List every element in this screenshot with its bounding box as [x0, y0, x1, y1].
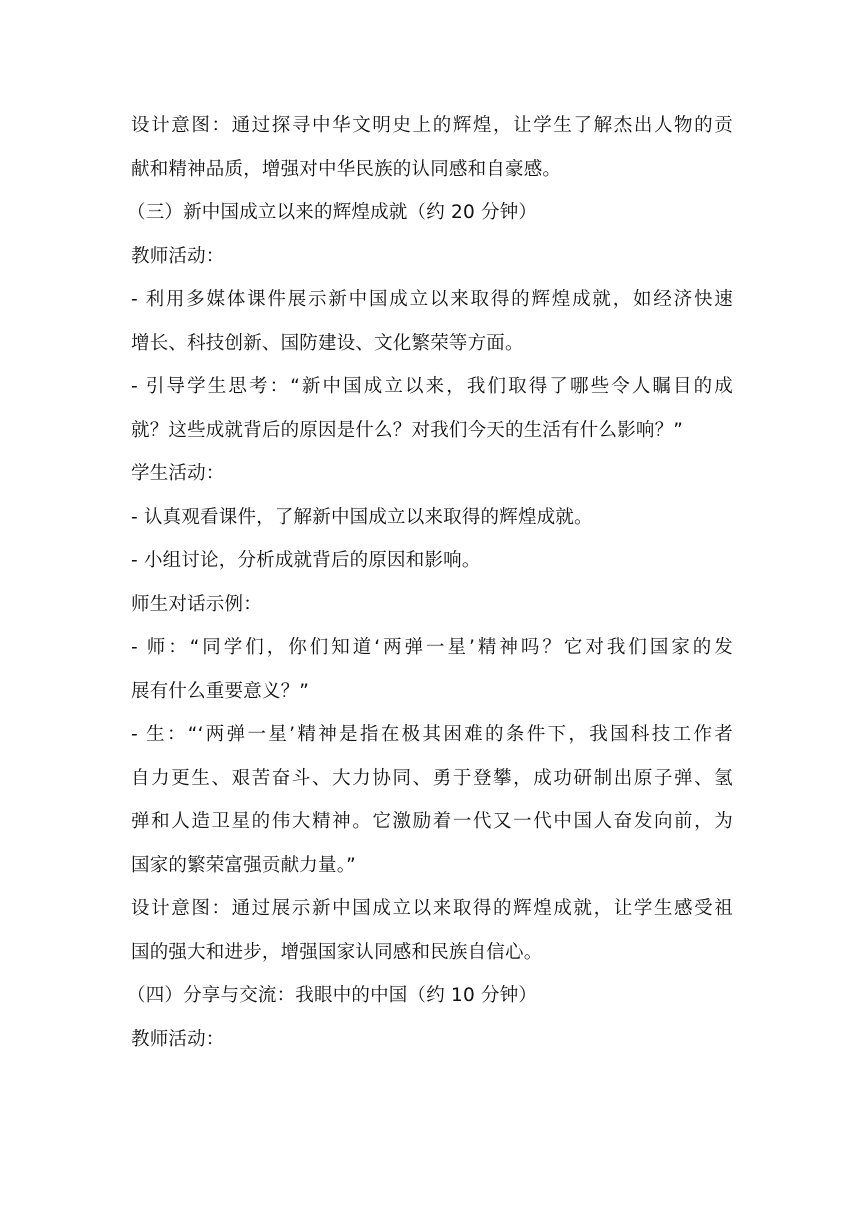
text-line: - 引导学生思考：“新中国成立以来，我们取得了哪些令人瞩目的成 — [131, 376, 733, 397]
text-line: - 利用多媒体课件展示新中国成立以来取得的辉煌成就，如经济快速 — [131, 289, 733, 310]
section-heading — [127, 191, 733, 235]
text-line: 展有什么重要意义？” — [131, 680, 310, 702]
teacher-activity-item — [131, 278, 733, 365]
text-line: 弹和人造卫星的伟大精神。它激励着一代又一代中国人奋发向前，为 — [131, 811, 733, 832]
document-body — [127, 104, 733, 1061]
dialogue-student-line — [131, 713, 733, 887]
text-line: 自力更生、艰苦奋斗、大力协同、勇于登攀，成功研制出原子弹、氢 — [131, 767, 733, 789]
dialogue-label — [131, 583, 733, 627]
text-line: 就？这些成就背后的原因是什么？对我们今天的生活有什么影响？” — [131, 419, 684, 441]
text-line: 国家的繁荣富强贡献力量。” — [131, 854, 356, 876]
text-line: 设计意图：通过展示新中国成立以来取得的辉煌成就，让学生感受祖 — [131, 898, 733, 919]
text-line: - 小组讨论，分析成就背后的原因和影响。 — [131, 550, 481, 571]
text-line: 师生对话示例： — [131, 593, 262, 615]
text-line: 献和精神品质，增强对中华民族的认同感和自豪感。 — [131, 158, 562, 180]
text-line: - 师：“同学们，你们知道‘两弹一星’精神吗？它对我们国家的发 — [131, 637, 733, 658]
text-line: 设计意图：通过探寻中华文明史上的辉煌，让学生了解杰出人物的贡 — [131, 115, 733, 136]
text-line: 教师活动： — [131, 245, 225, 267]
text-line: - 认真观看课件，了解新中国成立以来取得的辉煌成就。 — [131, 506, 593, 528]
teacher-activity-item — [131, 365, 733, 452]
text-line: - 生：“‘两弹一星’精神是指在极其困难的条件下，我国科技工作者 — [131, 724, 733, 745]
text-line: （四）分享与交流：我眼中的中国（约 10 分钟） — [127, 985, 538, 1006]
text-line: 增长、科技创新、国防建设、文化繁荣等方面。 — [131, 332, 524, 354]
dialogue-teacher-line — [131, 626, 733, 713]
design-intent-paragraph — [131, 887, 733, 974]
design-intent-paragraph — [131, 104, 733, 191]
teacher-activity-label — [131, 1018, 733, 1062]
teacher-activity-label — [131, 235, 733, 279]
text-line: （三）新中国成立以来的辉煌成就（约 20 分钟） — [127, 202, 538, 223]
student-activity-item — [131, 539, 733, 583]
student-activity-item — [131, 496, 733, 540]
section-heading — [127, 974, 733, 1018]
text-line: 国的强大和进步，增强国家认同感和民族自信心。 — [131, 941, 543, 963]
student-activity-label — [131, 452, 733, 496]
text-line: 教师活动： — [131, 1028, 225, 1050]
text-line: 学生活动： — [131, 463, 225, 484]
